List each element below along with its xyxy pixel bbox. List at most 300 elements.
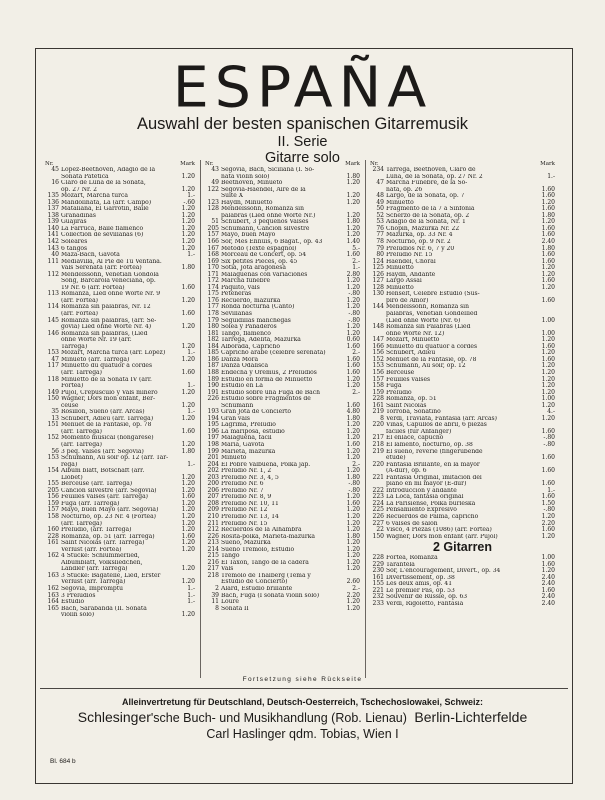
entry-title: Schumann, Au soir op. 12 (arr. Tár-	[61, 455, 169, 462]
nr-header: Nr.	[205, 161, 214, 167]
entry-title: Danza Odalisca	[221, 363, 269, 370]
entry-title: Marieta, mazurka	[221, 448, 276, 455]
entry-number: 150	[372, 532, 384, 540]
entry-price: 1.20	[181, 578, 195, 586]
entry-number: 159	[372, 388, 384, 396]
entry-number: 128	[207, 205, 219, 213]
entry-number: 205	[47, 486, 59, 494]
entry-title: Haydn, Minuetto	[221, 199, 273, 206]
entry-price: 1.20	[541, 388, 555, 396]
entry-price: 1.-	[187, 591, 195, 599]
entry-title: govia) Lied ohne Worte Nr. 4)	[61, 324, 152, 331]
entry-title: Fragmento de la 7 a Sinfonia	[386, 206, 475, 213]
entry-number: 165	[47, 604, 59, 612]
entry-title: (arr. Fortea)	[61, 311, 99, 318]
entry-title: Minuetto	[386, 265, 414, 272]
entry-number: 39	[211, 591, 219, 599]
entry-title: Visco, 4 Piezas (1086) (arr. Fortea)	[386, 527, 492, 534]
entry-title: Introducción y andante	[386, 487, 457, 494]
entry-price: 1.00	[541, 316, 555, 324]
entry-price: 2.-	[352, 585, 360, 592]
entry-number: 190	[207, 382, 219, 390]
entry-number: 158	[372, 382, 384, 390]
entry-price: 1.60	[346, 401, 360, 409]
entry-price: 1.00	[541, 395, 555, 403]
entry-price: 1.20	[346, 493, 360, 501]
entry-price: 2.40	[541, 600, 555, 607]
entry-title: Estudio sobre Fragmentos de	[221, 396, 311, 403]
entry-title: 4 Stücke: Schlummerlied,	[61, 553, 140, 560]
entry-price: 2.20	[346, 591, 360, 599]
entry-title: Alard, Estudio brillante	[221, 586, 293, 592]
entry-title: Segovia, Impromptu	[61, 586, 124, 592]
entry-number: 194	[207, 414, 219, 422]
entry-title: Henselt, Célebre Estudio (Sus-	[386, 291, 480, 298]
entry-number: 111	[47, 257, 59, 265]
entry-price: 1.60	[181, 283, 195, 291]
nr-header: Nr.	[45, 161, 54, 167]
entry-price: 0.60	[346, 336, 360, 344]
entry-title: Largo Assai	[386, 278, 422, 285]
entry-title: Tárrega)	[61, 343, 88, 350]
entry-number: 226	[372, 512, 384, 520]
entry-number: 153	[372, 362, 384, 370]
entry-price: 1.-	[187, 382, 195, 390]
entry-number: 147	[372, 336, 384, 344]
entry-number: 149	[47, 388, 59, 396]
entry-number: 222	[372, 486, 384, 494]
entry-number: 52	[376, 211, 384, 219]
entry-number: 174	[207, 283, 219, 291]
entry-title: Minuetto du quatuor à cordes	[386, 343, 478, 350]
mark-header: Mark	[180, 161, 195, 167]
entry-price: 1.-	[352, 264, 360, 272]
entry-title: Romanza sin Palabras (Lied	[386, 324, 471, 331]
entry-price: 1.20	[346, 303, 360, 311]
entry-title: Fantasia Brillante, en la mayor	[386, 461, 480, 468]
entry-title: Cancion silvestre (arr. Segovia)	[61, 487, 157, 494]
entry-number: 184	[207, 342, 219, 350]
entry-title: Ländler (arr. Tárrega)	[61, 566, 128, 573]
entry-number: 154	[47, 467, 59, 475]
entry-number: 114	[47, 303, 59, 311]
entry-title: Verlust (arr. Fortea)	[61, 546, 122, 553]
entry-number: 207	[207, 493, 219, 501]
solo-list	[370, 167, 555, 540]
mark-header: Mark	[345, 161, 360, 167]
entry-price: 1.20	[346, 224, 360, 232]
entry-price: 1.-	[187, 349, 195, 357]
entry-number: 124	[372, 257, 384, 265]
entry-title: Le premier Pas, op. 53	[386, 587, 455, 594]
entry-price: 1.80	[346, 218, 360, 226]
entry-title: (A-dur), op. 6	[386, 468, 427, 475]
entry-number: 76	[376, 224, 384, 232]
publisher-name: Schlesinger	[77, 709, 151, 725]
entry-number: 181	[207, 329, 219, 337]
entry-number: 168	[207, 251, 219, 259]
entry-title: (arr. Tárrega)	[61, 428, 102, 435]
entry-price: 1.20	[541, 283, 555, 291]
entry-price: 1.80	[541, 211, 555, 219]
entry-title: Chopin, Mazurka Nr. 22	[386, 225, 460, 232]
entry-price: 1.20	[181, 401, 195, 409]
entry-price: 1.20	[181, 205, 195, 213]
entry-price: 1.20	[346, 565, 360, 573]
entry-title: Endecha y Oremus, 2 Preludios	[221, 369, 317, 376]
entry-title: Wagner, Dors mon enfant, Ber-	[61, 396, 156, 403]
entry-title: Marcha Fúnebre, de la So-	[386, 180, 468, 187]
entry-title: Danza Mora	[221, 356, 259, 363]
section-heading-two-guitars: 2 Gitarren	[432, 540, 493, 555]
entry-price: 2.-	[352, 257, 360, 265]
entry-number: 175	[207, 290, 219, 298]
entry-number: 126	[372, 270, 384, 278]
entry-number: 143	[47, 244, 59, 252]
entry-title: Mayo, buen Mayo	[221, 232, 276, 239]
entry-price: 2.20	[541, 519, 555, 527]
entry-price: 1.60	[346, 251, 360, 259]
entry-title: La Parisiense, Polka burleska	[386, 500, 476, 507]
entry-title: Tango, flamenco	[221, 330, 271, 337]
entry-number: 170	[207, 264, 219, 272]
entry-title: Tarantela	[386, 561, 415, 568]
entry-title: op. 27 Nr. 2	[61, 186, 97, 193]
entry-title: rega)	[61, 461, 78, 468]
entry-number: 209	[207, 506, 219, 514]
entry-price: 1.60	[541, 454, 555, 462]
entry-title: Rosillon, Sueño (arr. Arcas)	[61, 409, 145, 416]
entry-number: 177	[207, 303, 219, 311]
entry-number: 204	[207, 460, 219, 468]
entry-title: Romanza, op. 51 (arr. Tárrega)	[61, 533, 155, 540]
entry-title: Suite X	[221, 193, 244, 200]
entry-number: 202	[207, 467, 219, 475]
entry-price: -.80	[348, 310, 360, 318]
vienna-publisher: Carl Haslinger qdm. Tobias, Wien I	[206, 727, 399, 741]
entry-number: 8	[380, 414, 384, 422]
entry-price: 1.20	[181, 486, 195, 494]
entry-title: Minueto (arr. Tárrega)	[61, 356, 130, 363]
entry-price: 1.20	[181, 611, 195, 619]
catalog-entry	[205, 606, 360, 613]
entry-number: 137	[47, 205, 59, 213]
entry-number: 228	[372, 395, 384, 403]
entry-price: 1.20	[346, 434, 360, 442]
entry-price: 1.60	[541, 224, 555, 232]
entry-price: 1.60	[181, 310, 195, 318]
entry-price: 1.80	[346, 532, 360, 540]
entry-number: 171	[207, 270, 219, 278]
entry-number: 226	[207, 532, 219, 540]
entry-title: Capricho árabe (célebre serenata)	[221, 350, 326, 357]
entry-number: 153	[47, 454, 59, 462]
entry-number: 45	[51, 166, 59, 173]
series-label: II. Serie	[277, 134, 328, 150]
entry-number: 176	[207, 296, 219, 304]
entry-price: 1.20	[541, 362, 555, 370]
entry-number: 188	[207, 368, 219, 376]
entry-title: Mediavilla, Al Pie de Tu Ventana.	[61, 258, 162, 265]
entry-title: Estudio en forma de Minuetto	[221, 376, 313, 383]
entry-title: 3 Stücke: Bagatelle, Lied, Erster	[61, 572, 161, 579]
catalog-entry	[45, 612, 195, 619]
entry-number: 118	[47, 375, 59, 383]
entry-number: 77	[376, 231, 384, 239]
entry-title: Preludios Nr. 6, 7 y 20	[386, 245, 455, 252]
entry-price: 1.-	[187, 251, 195, 259]
entry-price: 4.80	[346, 408, 360, 416]
entry-price: 2.40	[541, 238, 555, 246]
entry-title: Mayo, buen Mayo (arr. Segovia)	[61, 507, 159, 514]
entry-title: Lágrima, Preludio	[221, 422, 276, 429]
entry-price: 1.60	[346, 499, 360, 507]
entry-price: 1.50	[541, 499, 555, 507]
entry-price: 2.40	[541, 573, 555, 581]
nr-header: Nr.	[370, 161, 379, 167]
entry-title: Maza-Bach, Gavota	[61, 252, 120, 259]
entry-number: 221	[372, 586, 384, 594]
entry-title: Souvenir de Russie, op. 63	[386, 594, 468, 601]
entry-title: Saint Nicolas	[386, 402, 427, 409]
entry-number: 228	[372, 554, 384, 562]
entry-title: Fuga	[386, 383, 402, 390]
entry-price: 1.60	[541, 355, 555, 363]
entry-title: Mozart, Marcha turca	[61, 193, 128, 200]
entry-title: 6 tangos	[61, 245, 88, 252]
entry-price: 1.80	[181, 447, 195, 455]
entry-number: 211	[207, 519, 219, 527]
entry-number: 220	[372, 421, 384, 429]
entry-number: 150	[47, 395, 59, 403]
entry-number: 219	[372, 408, 384, 416]
entry-price: 1.20	[346, 329, 360, 337]
entry-title: Morceau de Concert, op. 54	[221, 252, 307, 259]
entry-number: 11	[211, 598, 219, 606]
entry-number: 197	[207, 434, 219, 442]
entry-title: Pensamiento Expresivo	[386, 507, 457, 514]
entry-number: 140	[47, 224, 59, 232]
entry-price: 1.20	[541, 401, 555, 409]
entry-number: 180	[207, 323, 219, 331]
entry-title: Lopez-Beethoven, Adagio de la	[61, 167, 156, 173]
entry-title: Recuerdos de la Alhambra	[221, 527, 302, 534]
entry-number: 230	[372, 567, 384, 575]
entry-price: 1.60	[181, 427, 195, 435]
entry-number: 219	[372, 447, 384, 455]
entry-price: 1.20	[346, 539, 360, 547]
entry-title: Minuetto	[386, 199, 414, 206]
entry-price: 2.80	[346, 270, 360, 278]
entry-title: El enlace, capucho	[386, 435, 444, 442]
entry-number: 191	[207, 388, 219, 396]
entry-number: 47	[51, 355, 59, 363]
entry-number: 53	[376, 218, 384, 226]
entry-number: 16	[51, 179, 59, 187]
continuation-note: Fortsetzung siehe Rückseite	[242, 676, 363, 683]
entry-number: 226	[207, 395, 219, 403]
entry-price: -.80	[348, 290, 360, 298]
entry-title: Seguidillas manchegas	[221, 317, 291, 324]
plate-number: Bl. 684 b	[50, 758, 76, 765]
entry-number: 13	[51, 414, 59, 422]
column-divider	[200, 160, 201, 678]
entry-price: 1.80	[346, 414, 360, 422]
entry-price: 1.20	[346, 211, 360, 219]
entry-title: Minuetto du quatuor à cordes	[61, 363, 153, 370]
entry-price: -.80	[543, 440, 555, 448]
entry-title: Loure	[221, 599, 239, 606]
entry-title: (arr. Tárrega)	[61, 441, 102, 448]
entry-title: Llobet)	[61, 474, 83, 481]
entry-title: La mariposa, estudio	[221, 428, 285, 435]
entry-title: Segovia-Haendel, Aire de la	[221, 186, 306, 193]
entry-number: 217	[372, 434, 384, 442]
entry-title: Romanza, Lied ohne Worte Nr. 9	[61, 291, 161, 298]
entry-number: 232	[372, 593, 384, 601]
entry-number: 215	[207, 552, 219, 560]
entry-title: Verlust (arr. Tárrega)	[61, 579, 126, 586]
entry-price: 1.20	[346, 179, 360, 187]
entry-title: Momento musical (hongarese)	[61, 435, 154, 442]
catalog-column-1	[45, 161, 195, 619]
entry-title: ohne Worte Nr. 19 (arr.	[61, 337, 132, 344]
publisher-firm: 'sche Buch- und Musikhandlung (Rob. Lienau)	[150, 711, 407, 725]
entry-price: 1.20	[346, 512, 360, 520]
mark-header: Mark	[540, 161, 555, 167]
entry-title: Sueño, Mazurka	[221, 540, 271, 547]
entry-number: 156	[47, 493, 59, 501]
entry-number: 228	[47, 532, 59, 540]
entry-title: ceuse	[61, 402, 79, 409]
entry-price: 1.20	[181, 185, 195, 193]
entry-number: 160	[47, 526, 59, 534]
entry-price: 1.20	[541, 512, 555, 520]
entry-price: 1.20	[181, 473, 195, 481]
entry-title: nata, op. 26	[386, 186, 423, 193]
entry-number: 146	[47, 329, 59, 337]
entry-title: Minueto	[221, 455, 247, 462]
entry-title: fáciles (für Anfänger)	[386, 428, 452, 435]
entry-price: 5.-	[352, 244, 360, 252]
entry-number: 113	[47, 290, 59, 298]
entry-title: Romanza, op. 51	[386, 396, 437, 403]
entry-title: Haydn, Andante	[386, 271, 436, 278]
entry-price: 2.40	[541, 593, 555, 601]
entry-title: Vals Serenata (arr. Fortea)	[61, 265, 142, 272]
entry-price: 1.60	[346, 355, 360, 363]
entry-price: 1.20	[181, 238, 195, 246]
entry-number: 213	[207, 539, 219, 547]
entry-title: Largo, de la Sonata, op. 7	[386, 193, 465, 200]
entry-price: 1.20	[541, 368, 555, 376]
entry-number: 200	[207, 480, 219, 488]
entry-number: 185	[207, 349, 219, 357]
page-subtitle: Auswahl der besten spanischen Gitarremusik	[136, 115, 469, 133]
entry-number: 125	[372, 264, 384, 272]
entry-price: 1.60	[541, 231, 555, 239]
entry-title: Pujol, Crepúsculo y Vals minero	[61, 389, 158, 396]
entry-price: 1.20	[541, 532, 555, 540]
entry-number: 161	[372, 573, 384, 581]
entry-title: palabras, Venetian Gondellied	[386, 311, 478, 318]
entry-title: Menuet de la Fantasie, op. 78	[61, 422, 152, 429]
entry-title: Preludio Nr. 15	[386, 252, 433, 259]
entry-title: Mendelssohn, Romanza sin	[221, 206, 304, 213]
entry-title: Viñas, Capullos de abril, 6 piezas	[386, 422, 487, 429]
entry-number: 182	[207, 336, 219, 344]
entry-price: 1.20	[181, 440, 195, 448]
entry-price: 1.20	[181, 218, 195, 226]
entry-title: María, Gavota	[221, 441, 265, 448]
entry-price: 1.20	[181, 526, 195, 534]
entry-number: 122	[207, 185, 219, 193]
entry-number: 123	[207, 198, 219, 206]
entry-price: 1.20	[346, 323, 360, 331]
entry-number: 50	[376, 205, 384, 213]
entry-number: 35	[51, 408, 59, 416]
entry-number: 161	[47, 539, 59, 547]
entry-price: 1.60	[541, 192, 555, 200]
entry-price: -.60	[183, 198, 195, 206]
entry-title: Gran Jota de Concierto	[221, 409, 292, 416]
entry-title: Adagio de la Sonata, Nr. 1	[386, 219, 466, 226]
entry-title: Six petites Pièces, op. 45	[221, 258, 298, 265]
entry-title: Preludio Nr. 15	[221, 520, 268, 527]
entry-title: Recuerdos de Palma, capricho	[386, 513, 479, 520]
entry-price: 1.20	[181, 414, 195, 422]
entry-title: Romanza sin palabras, (arr. Se-	[61, 317, 157, 324]
entry-number: 157	[372, 375, 384, 383]
entry-title: 19 Nr. 6 (arr. Fortea)	[61, 284, 125, 291]
entry-number: 212	[207, 526, 219, 534]
entry-number: 51	[211, 218, 219, 226]
entry-price: 1.20	[346, 526, 360, 534]
entry-number: 196	[207, 427, 219, 435]
entry-number: 186	[207, 355, 219, 363]
entry-number: 234	[372, 166, 384, 173]
entry-price: -.80	[348, 486, 360, 494]
entry-price: -.80	[543, 506, 555, 514]
entry-title: Vals	[221, 566, 234, 573]
entry-price: 1.60	[346, 362, 360, 370]
catalog-column-3	[370, 161, 555, 608]
entry-price: 1.20	[181, 224, 195, 232]
entry-title: Mataliana, El Garrotin, Baile	[61, 206, 149, 213]
entry-number: 151	[47, 421, 59, 429]
entry-title: Fortea)	[61, 383, 84, 390]
catalog-entry	[370, 601, 555, 608]
entry-number: 145	[47, 316, 59, 324]
entry-number: 172	[207, 277, 219, 285]
entry-title: Album blatt, Botschaft (arr.	[61, 468, 145, 475]
entry-number: 156	[372, 349, 384, 357]
entry-number: 22	[376, 526, 384, 534]
entry-title: (arr. Tárrega)	[61, 520, 102, 527]
entry-price: 1.20	[346, 231, 360, 239]
entry-title: Schumann, Au soir, op. 12	[386, 363, 466, 370]
entry-price: 1.-	[547, 172, 555, 180]
entry-number: 141	[47, 231, 59, 239]
entry-number: 155	[372, 580, 384, 588]
entry-title: Granadinas	[61, 212, 96, 219]
entry-title: Estudio	[61, 599, 85, 606]
entry-title: Menuet de la Fantasie, op. 78	[386, 356, 477, 363]
entry-price: 4.-	[547, 408, 555, 416]
entry-number: 40	[51, 251, 59, 259]
entry-number: 162	[47, 552, 59, 560]
entry-number: 49	[376, 198, 384, 206]
